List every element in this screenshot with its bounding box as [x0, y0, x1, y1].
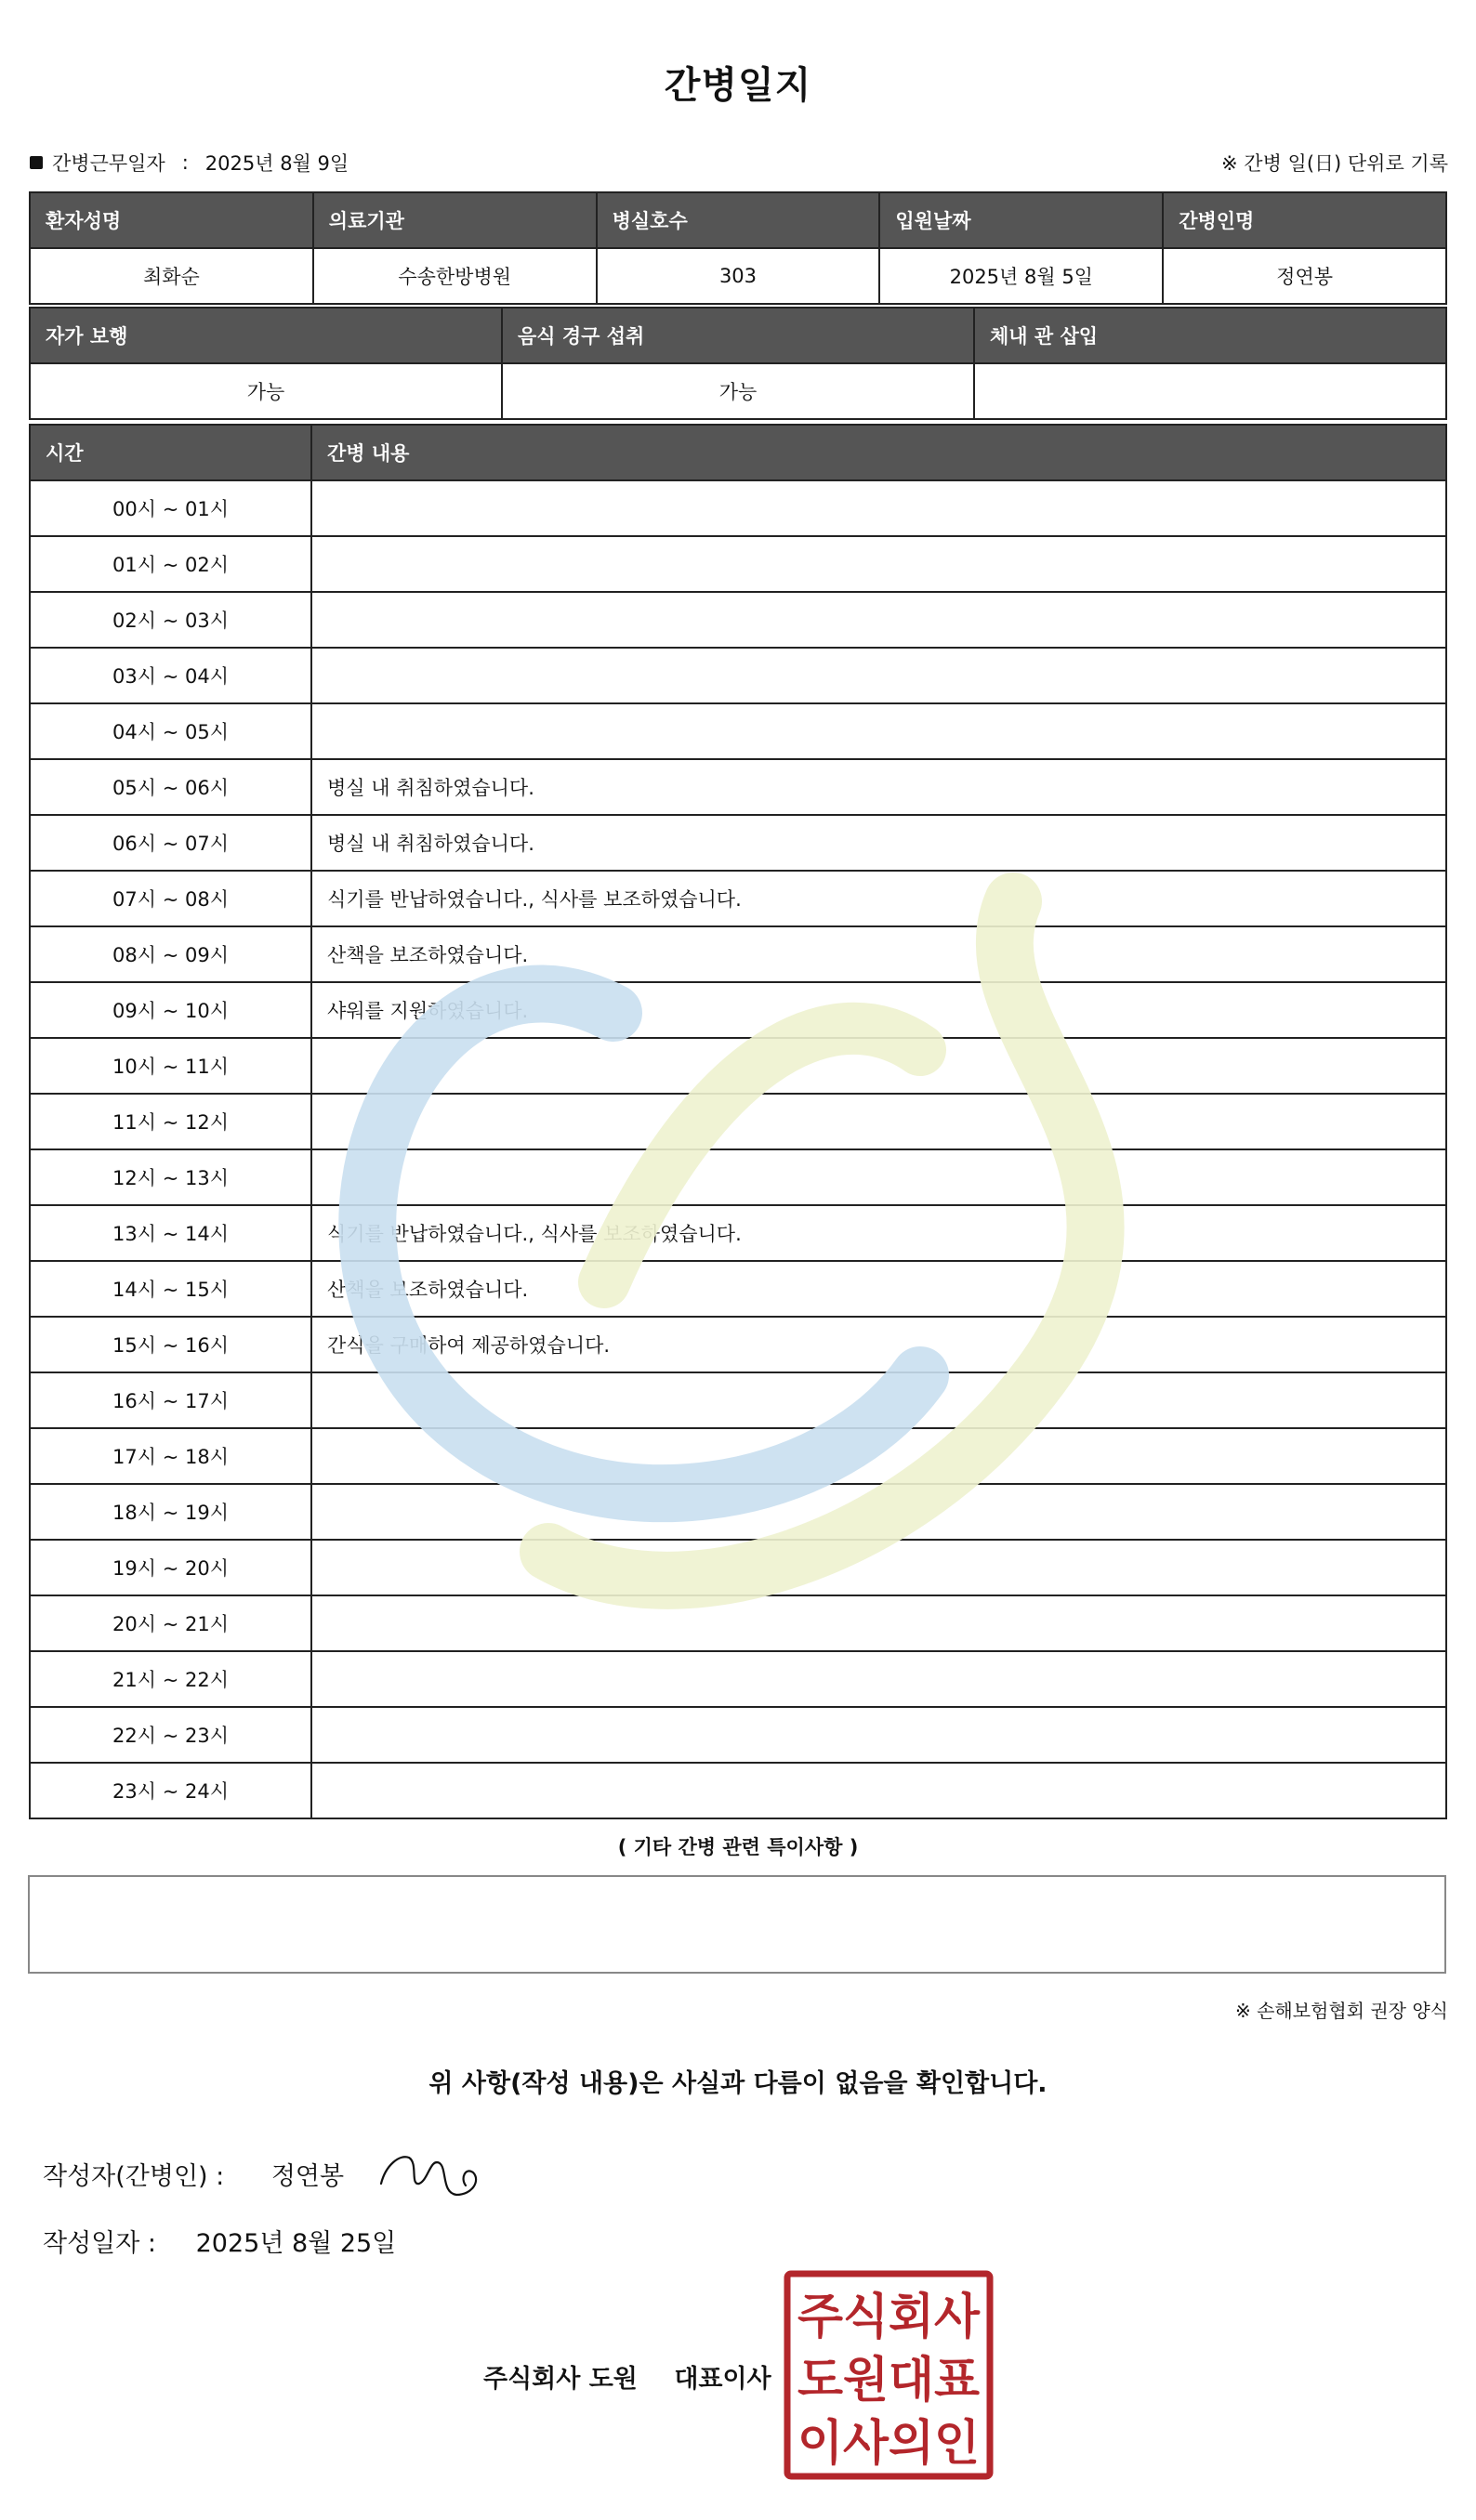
care-content	[311, 1707, 1446, 1763]
written-date-label: 작성일자 :	[43, 2229, 157, 2258]
writer-name: 정연봉	[270, 2162, 345, 2191]
table-row	[30, 982, 1446, 1038]
time-slot: 19시 ~ 20시	[30, 1540, 311, 1595]
company-seal-stamp	[784, 2270, 994, 2480]
table-row	[30, 1595, 1446, 1651]
time-slot: 16시 ~ 17시	[30, 1372, 311, 1428]
time-slot: 13시 ~ 14시	[30, 1205, 311, 1261]
special-notes-box	[28, 1875, 1446, 1974]
self-walking-value: 가능	[30, 363, 502, 419]
hourly-care-table	[29, 424, 1447, 1819]
patient-status-header-row	[30, 308, 1446, 363]
room-number: 303	[597, 248, 880, 304]
time-slot: 03시 ~ 04시	[30, 648, 311, 703]
medical-institution: 수송한방병원	[313, 248, 597, 304]
time-slot: 09시 ~ 10시	[30, 982, 311, 1038]
care-content	[311, 536, 1446, 592]
care-content	[311, 648, 1446, 703]
time-slot: 17시 ~ 18시	[30, 1428, 311, 1484]
table-row	[30, 1428, 1446, 1484]
care-content	[311, 1595, 1446, 1651]
patient-status-table	[29, 307, 1447, 420]
tube-insertion-value	[974, 363, 1446, 419]
recommended-form-note: ※ 손해보험협회 권장 양식	[1234, 2000, 1448, 2022]
header-room-number: 병실호수	[597, 192, 880, 248]
bullet-square-icon	[30, 156, 43, 169]
time-slot: 06시 ~ 07시	[30, 815, 311, 871]
patient-info-value-row	[30, 248, 1446, 304]
caregiver-name: 정연봉	[1163, 248, 1446, 304]
care-content: 산책을 보조하였습니다.	[311, 926, 1446, 982]
time-slot: 05시 ~ 06시	[30, 759, 311, 815]
hourly-care-header-row	[30, 425, 1446, 480]
table-row	[30, 1038, 1446, 1094]
header-tube-insertion: 체내 관 삽입	[974, 308, 1446, 363]
care-content: 샤워를 지원하였습니다.	[311, 982, 1446, 1038]
table-row	[30, 1317, 1446, 1372]
seal-line-3: 이사의인	[797, 2416, 980, 2472]
work-date-value: 2025년 8월 9일	[204, 152, 349, 175]
care-content	[311, 592, 1446, 648]
table-row	[30, 536, 1446, 592]
care-content	[311, 480, 1446, 536]
header-time: 시간	[30, 425, 311, 480]
care-content: 병실 내 취침하였습니다.	[311, 815, 1446, 871]
table-row	[30, 926, 1446, 982]
header-patient-name: 환자성명	[30, 192, 313, 248]
care-content: 산책을 보조하였습니다.	[311, 1261, 1446, 1317]
table-row	[30, 703, 1446, 759]
care-content: 병실 내 취침하였습니다.	[311, 759, 1446, 815]
work-date-separator: :	[181, 151, 189, 174]
time-slot: 12시 ~ 13시	[30, 1149, 311, 1205]
record-note: ※ 간병 일(日) 단위로 기록	[1221, 152, 1448, 175]
writer-label: 작성자(간병인) :	[43, 2162, 225, 2191]
care-content	[311, 1651, 1446, 1707]
time-slot: 08시 ~ 09시	[30, 926, 311, 982]
care-content: 식기를 반납하였습니다., 식사를 보조하였습니다.	[311, 1205, 1446, 1261]
time-slot: 01시 ~ 02시	[30, 536, 311, 592]
table-row	[30, 1707, 1446, 1763]
table-row	[30, 1540, 1446, 1595]
table-row	[30, 480, 1446, 536]
writer-line	[43, 2156, 344, 2192]
care-content	[311, 1038, 1446, 1094]
time-slot: 15시 ~ 16시	[30, 1317, 311, 1372]
written-date-value: 2025년 8월 25일	[195, 2229, 397, 2258]
table-row	[30, 592, 1446, 648]
table-row	[30, 1149, 1446, 1205]
care-content: 식기를 반납하였습니다., 식사를 보조하였습니다.	[311, 871, 1446, 926]
time-slot: 00시 ~ 01시	[30, 480, 311, 536]
care-content	[311, 1428, 1446, 1484]
table-row	[30, 871, 1446, 926]
patient-name: 최화순	[30, 248, 313, 304]
seal-line-1: 주식회사	[797, 2290, 981, 2345]
time-slot: 18시 ~ 19시	[30, 1484, 311, 1540]
table-row	[30, 1484, 1446, 1540]
table-row	[30, 1205, 1446, 1261]
time-slot: 14시 ~ 15시	[30, 1261, 311, 1317]
care-content	[311, 1763, 1446, 1818]
header-care-content: 간병 내용	[311, 425, 1446, 480]
time-slot: 20시 ~ 21시	[30, 1595, 311, 1651]
time-slot: 07시 ~ 08시	[30, 871, 311, 926]
table-row	[30, 1651, 1446, 1707]
written-date-line	[43, 2223, 396, 2259]
header-self-walking: 자가 보행	[30, 308, 502, 363]
care-content	[311, 1372, 1446, 1428]
oral-intake-value: 가능	[502, 363, 974, 419]
care-content: 간식을 구매하여 제공하였습니다.	[311, 1317, 1446, 1372]
patient-info-table	[29, 191, 1447, 305]
care-content	[311, 1094, 1446, 1149]
care-content	[311, 1540, 1446, 1595]
document-title: 간병일지	[664, 64, 812, 107]
care-content	[311, 1484, 1446, 1540]
care-content	[311, 703, 1446, 759]
company-name: 주식회사 도원	[483, 2365, 638, 2394]
time-slot: 22시 ~ 23시	[30, 1707, 311, 1763]
table-row	[30, 648, 1446, 703]
time-slot: 02시 ~ 03시	[30, 592, 311, 648]
time-slot: 23시 ~ 24시	[30, 1763, 311, 1818]
time-slot: 04시 ~ 05시	[30, 703, 311, 759]
hourly-care-rows	[30, 480, 1446, 1818]
confirmation-statement: 위 사항(작성 내용)은 사실과 다름이 없음을 확인합니다.	[428, 2069, 1048, 2098]
special-notes-title: ( 기타 간병 관련 특이사항 )	[617, 1836, 859, 1858]
handwritten-signature	[376, 2137, 488, 2202]
header-caregiver-name: 간병인명	[1163, 192, 1446, 248]
header-admission-date: 입원날짜	[879, 192, 1163, 248]
patient-info-header-row	[30, 192, 1446, 248]
admission-date: 2025년 8월 5일	[879, 248, 1163, 304]
header-oral-intake: 음식 경구 섭취	[502, 308, 974, 363]
company-signature-line	[483, 2358, 771, 2395]
time-slot: 10시 ~ 11시	[30, 1038, 311, 1094]
table-row	[30, 1372, 1446, 1428]
table-row	[30, 1261, 1446, 1317]
work-date-label: 간병근무일자	[52, 152, 165, 175]
work-date	[30, 149, 349, 177]
table-row	[30, 1094, 1446, 1149]
time-slot: 11시 ~ 12시	[30, 1094, 311, 1149]
header-medical-institution: 의료기관	[313, 192, 597, 248]
table-row	[30, 1763, 1446, 1818]
seal-line-2: 도원대표	[797, 2353, 980, 2408]
time-slot: 21시 ~ 22시	[30, 1651, 311, 1707]
company-representative-title: 대표이사	[674, 2365, 771, 2394]
table-row	[30, 759, 1446, 815]
patient-status-value-row	[30, 363, 1446, 419]
care-content	[311, 1149, 1446, 1205]
table-row	[30, 815, 1446, 871]
